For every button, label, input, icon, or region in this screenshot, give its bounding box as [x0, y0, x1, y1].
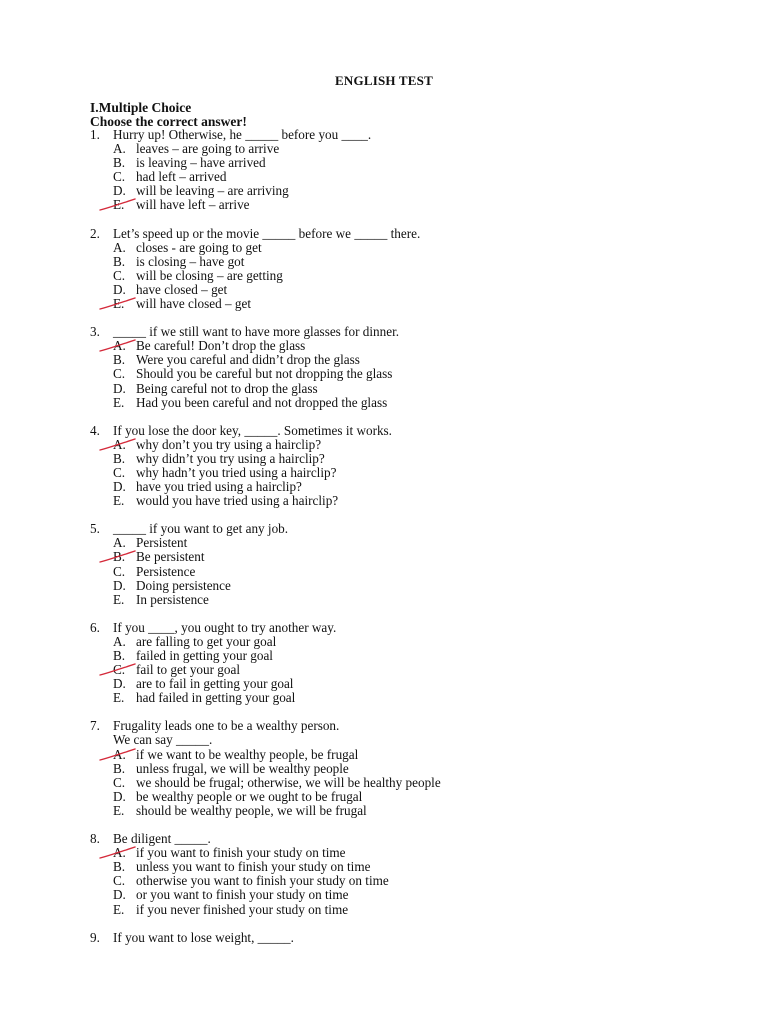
answer-option — [90, 790, 730, 804]
answer-option — [90, 156, 730, 170]
answer-option — [90, 888, 730, 902]
option-letter: D. — [113, 887, 126, 903]
option-text: unless frugal, we will be wealthy people — [136, 760, 349, 776]
option-text: if you want to finish your study on time — [136, 845, 346, 861]
option-text: if we want to be wealthy people, be frugal — [136, 746, 359, 762]
option-text: closes - are going to get — [136, 239, 262, 255]
option-letter: D. — [113, 788, 126, 804]
question-7 — [90, 719, 730, 818]
question-number: 9. — [90, 929, 100, 945]
option-text: failed in getting your goal — [136, 648, 273, 663]
option-text: fail to get your goal — [136, 662, 241, 678]
answer-option — [90, 635, 730, 649]
option-letter: A. — [113, 633, 126, 649]
option-text: Persistence — [136, 563, 196, 579]
option-letter: C. — [113, 662, 126, 678]
question-text: _____ if you want to get any job. — [113, 521, 289, 537]
answer-option — [90, 903, 730, 917]
question-number: 3. — [90, 324, 100, 340]
answer-option — [90, 396, 730, 410]
option-letter: A. — [113, 845, 126, 861]
option-letter: E. — [113, 493, 125, 509]
option-text: why didn’t you try using a hairclip? — [136, 450, 325, 466]
answer-option — [90, 776, 730, 790]
question-number: 2. — [90, 225, 100, 241]
answer-option — [90, 170, 730, 184]
answer-option — [90, 649, 730, 663]
question-stem-line — [90, 227, 730, 241]
instruction-text: Choose the correct answer! — [90, 114, 247, 129]
answer-option — [90, 142, 730, 156]
option-letter: E. — [113, 197, 125, 213]
answer-option — [90, 494, 730, 508]
section-heading: I.Multiple Choice — [90, 100, 192, 115]
option-text: In persistence — [136, 591, 209, 607]
answer-option — [90, 565, 730, 579]
option-letter: D. — [113, 183, 126, 199]
option-text: why hadn’t you tried using a hairclip? — [136, 464, 337, 480]
question-stem-line — [90, 931, 730, 945]
question-number: 1. — [90, 127, 100, 142]
option-letter: B. — [113, 253, 126, 269]
answer-option — [90, 241, 730, 255]
option-text: Being careful not to drop the glass — [136, 380, 318, 396]
option-text: be wealthy people or we ought to be frugal — [136, 788, 363, 804]
option-letter: B. — [113, 760, 126, 776]
option-text: is closing – have got — [136, 253, 245, 269]
option-letter: B. — [113, 450, 126, 466]
question-stem-line — [90, 128, 730, 142]
option-letter: B. — [113, 859, 126, 875]
answer-option — [90, 255, 730, 269]
question-stem-line — [90, 621, 730, 635]
option-letter: E. — [113, 690, 125, 706]
option-letter: D. — [113, 281, 126, 297]
option-text: unless you want to finish your study on time — [136, 859, 371, 875]
answer-option — [90, 663, 730, 677]
question-text: _____ if we still want to have more glasses for dinner. — [113, 324, 400, 340]
question-list — [90, 128, 730, 959]
option-letter: D. — [113, 676, 126, 692]
question-text: We can say _____. — [113, 732, 213, 748]
option-text: will be leaving – are arriving — [136, 183, 289, 199]
question-text: If you ____, you ought to try another way. — [113, 619, 337, 635]
option-letter: A. — [113, 746, 126, 762]
option-text: otherwise you want to finish your study on time — [136, 873, 389, 889]
option-letter: B. — [113, 155, 126, 171]
option-letter: E. — [113, 394, 125, 410]
option-text: will have left – arrive — [136, 197, 250, 213]
answer-option — [90, 466, 730, 480]
option-letter: B. — [113, 549, 126, 565]
option-text: are to fail in getting your goal — [136, 676, 294, 692]
question-stem-line — [90, 832, 730, 846]
answer-option — [90, 691, 730, 705]
option-text: have you tried using a hairclip? — [136, 479, 302, 495]
question-number: 6. — [90, 619, 100, 635]
option-text: why don’t you try using a hairclip? — [136, 436, 322, 452]
option-text: had left – arrived — [136, 169, 227, 185]
question-number: 7. — [90, 718, 100, 734]
option-text: Persistent — [136, 535, 188, 551]
answer-option — [90, 677, 730, 691]
option-text: Be persistent — [136, 549, 205, 565]
option-letter: B. — [113, 352, 126, 368]
question-text: Let’s speed up or the movie _____ before we _____ there. — [113, 225, 421, 241]
question-9 — [90, 931, 730, 945]
answer-option — [90, 536, 730, 550]
answer-option — [90, 860, 730, 874]
answer-option — [90, 353, 730, 367]
answer-option — [90, 283, 730, 297]
option-letter: D. — [113, 380, 126, 396]
answer-option — [90, 339, 730, 353]
option-letter: C. — [113, 464, 126, 480]
question-6 — [90, 621, 730, 706]
option-letter: C. — [113, 873, 126, 889]
option-text: Doing persistence — [136, 577, 231, 593]
question-stem-line — [90, 424, 730, 438]
option-letter: D. — [113, 479, 126, 495]
option-letter: E. — [113, 802, 125, 818]
option-letter: B. — [113, 648, 126, 663]
option-text: are falling to get your goal — [136, 633, 277, 649]
option-text: had failed in getting your goal — [136, 690, 296, 706]
option-text: would you have tried using a hairclip? — [136, 493, 339, 509]
option-text: will have closed – get — [136, 296, 251, 312]
option-text: if you never finished your study on time — [136, 901, 349, 917]
answer-option — [90, 593, 730, 607]
question-1 — [90, 128, 730, 213]
question-text: If you lose the door key, _____. Sometimes it works. — [113, 422, 392, 438]
option-letter: A. — [113, 535, 126, 551]
answer-option — [90, 452, 730, 466]
answer-option — [90, 269, 730, 283]
question-stem-line — [90, 719, 730, 733]
question-4 — [90, 424, 730, 509]
option-text: Were you careful and didn’t drop the glass — [136, 352, 360, 368]
question-2 — [90, 227, 730, 312]
option-letter: D. — [113, 577, 126, 593]
option-letter: C. — [113, 169, 126, 185]
answer-option — [90, 762, 730, 776]
question-3 — [90, 325, 730, 410]
question-number: 8. — [90, 831, 100, 847]
answer-option — [90, 550, 730, 564]
option-letter: A. — [113, 338, 126, 354]
answer-option — [90, 198, 730, 212]
question-number: 5. — [90, 521, 100, 537]
page-title: ENGLISH TEST — [335, 73, 433, 88]
answer-option — [90, 804, 730, 818]
answer-option — [90, 846, 730, 860]
option-letter: A. — [113, 436, 126, 452]
answer-option — [90, 297, 730, 311]
option-text: will be closing – are getting — [136, 267, 283, 283]
option-letter: C. — [113, 267, 126, 283]
option-text: Be careful! Don’t drop the glass — [136, 338, 306, 354]
answer-option — [90, 874, 730, 888]
option-text: we should be frugal; otherwise, we will be healthy people — [136, 774, 441, 790]
answer-option — [90, 480, 730, 494]
question-text: Hurry up! Otherwise, he _____ before you ____. — [113, 127, 372, 142]
question-8 — [90, 832, 730, 917]
option-letter: A. — [113, 239, 126, 255]
option-text: is leaving – have arrived — [136, 155, 266, 171]
answer-option — [90, 184, 730, 198]
answer-option — [90, 438, 730, 452]
answer-option — [90, 382, 730, 396]
question-stem-line — [90, 733, 730, 747]
question-number: 4. — [90, 422, 100, 438]
answer-option — [90, 579, 730, 593]
question-text: If you want to lose weight, _____. — [113, 929, 294, 945]
option-letter: C. — [113, 563, 126, 579]
option-letter: E. — [113, 591, 125, 607]
question-text: Be diligent _____. — [113, 831, 211, 847]
question-stem-line — [90, 325, 730, 339]
option-text: should be wealthy people, we will be frugal — [136, 802, 367, 818]
answer-option — [90, 367, 730, 381]
option-letter: C. — [113, 366, 126, 382]
answer-option — [90, 748, 730, 762]
option-letter: E. — [113, 901, 125, 917]
option-text: or you want to finish your study on time — [136, 887, 349, 903]
option-letter: A. — [113, 141, 126, 157]
option-text: have closed – get — [136, 281, 228, 297]
question-stem-line — [90, 522, 730, 536]
option-text: leaves – are going to arrive — [136, 141, 280, 157]
option-text: Should you be careful but not dropping the glass — [136, 366, 393, 382]
option-letter: C. — [113, 774, 126, 790]
question-5 — [90, 522, 730, 607]
option-text: Had you been careful and not dropped the glass — [136, 394, 388, 410]
question-text: Frugality leads one to be a wealthy person. — [113, 718, 340, 734]
option-letter: E. — [113, 296, 125, 312]
